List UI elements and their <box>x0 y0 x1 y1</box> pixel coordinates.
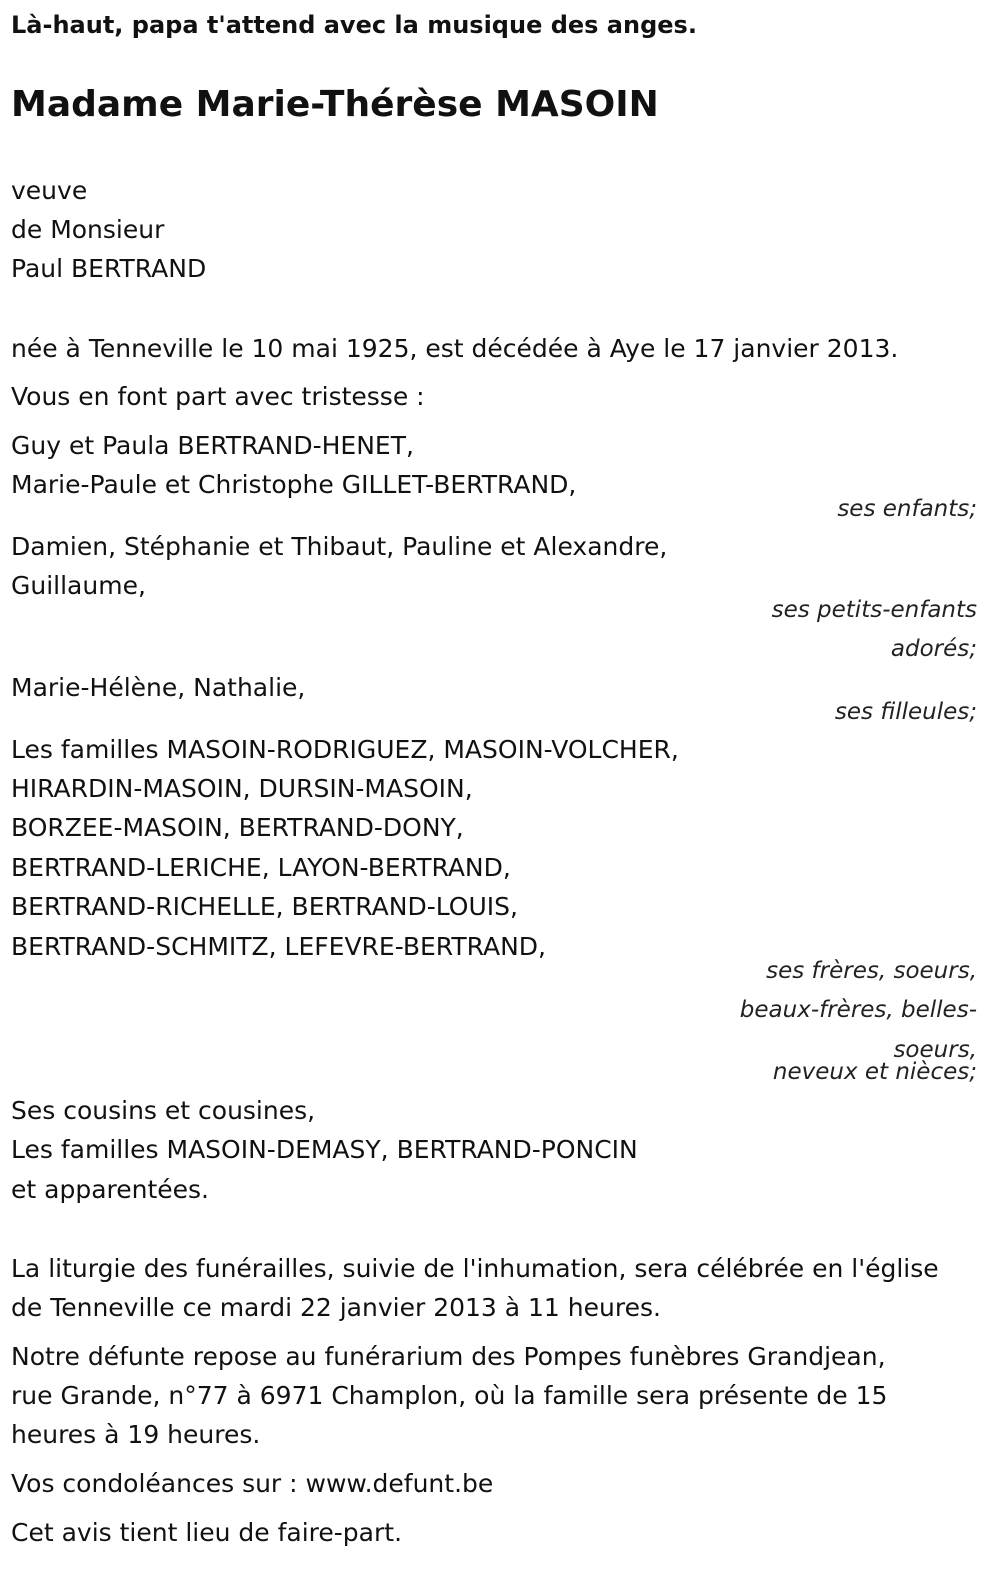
families-role: ses frères, soeurs, <box>766 958 977 984</box>
families-line: Les familles MASOIN-RODRIGUEZ, MASOIN-VOLCHER, <box>11 735 679 764</box>
families-role: neveux et nièces; <box>772 1059 977 1085</box>
families-line: BERTRAND-SCHMITZ, LEFEVRE-BERTRAND, <box>11 932 546 961</box>
families-role: beaux-frères, belles- <box>739 997 977 1023</box>
birth-death-text: née à Tenneville le 10 mai 1925, est décédée à Aye le 17 janvier 2013. <box>11 334 899 363</box>
funerarium-line: heures à 19 heures. <box>11 1420 261 1449</box>
grandchildren-line: Guillaume, <box>11 571 146 600</box>
deceased-name: Madame Marie-Thérèse MASOIN <box>11 84 659 125</box>
children-line: Guy et Paula BERTRAND-HENET, <box>11 431 414 460</box>
closing-text: Cet avis tient lieu de faire-part. <box>11 1518 403 1547</box>
families-role: soeurs, <box>893 1037 977 1063</box>
funerarium-line: rue Grande, n°77 à 6971 Champlon, où la famille sera présente de 15 <box>11 1381 888 1410</box>
intro-text: Vous en font part avec tristesse : <box>11 382 425 411</box>
spouse-line: de Monsieur <box>11 215 165 244</box>
funerarium-line: Notre défunte repose au funérarium des Pompes funèbres Grandjean, <box>11 1342 886 1371</box>
relatives-line: Les familles MASOIN-DEMASY, BERTRAND-PONCIN <box>11 1135 638 1164</box>
children-line: Marie-Paule et Christophe GILLET-BERTRAND, <box>11 470 577 499</box>
families-line: BORZEE-MASOIN, BERTRAND-DONY, <box>11 813 464 842</box>
relatives-line: et apparentées. <box>11 1175 209 1204</box>
spouse-line: veuve <box>11 176 88 205</box>
goddaughters-role: ses filleules; <box>834 699 977 725</box>
goddaughters-line: Marie-Hélène, Nathalie, <box>11 673 306 702</box>
families-line: BERTRAND-LERICHE, LAYON-BERTRAND, <box>11 853 511 882</box>
relatives-line: Ses cousins et cousines, <box>11 1096 316 1125</box>
grandchildren-role: ses petits-enfants <box>771 597 977 623</box>
children-role: ses enfants; <box>837 496 977 522</box>
spouse-line: Paul BERTRAND <box>11 254 207 283</box>
families-line: BERTRAND-RICHELLE, BERTRAND-LOUIS, <box>11 892 518 921</box>
funeral-line: La liturgie des funérailles, suivie de l'inhumation, sera célébrée en l'église <box>11 1254 939 1283</box>
grandchildren-role: adorés; <box>890 636 977 662</box>
funeral-line: de Tenneville ce mardi 22 janvier 2013 à 11 heures. <box>11 1293 661 1322</box>
grandchildren-line: Damien, Stéphanie et Thibaut, Pauline et Alexandre, <box>11 532 668 561</box>
condolences-text: Vos condoléances sur : www.defunt.be <box>11 1469 494 1498</box>
epitaph-quote: Là-haut, papa t'attend avec la musique des anges. <box>11 11 697 39</box>
families-line: HIRARDIN-MASOIN, DURSIN-MASOIN, <box>11 774 473 803</box>
